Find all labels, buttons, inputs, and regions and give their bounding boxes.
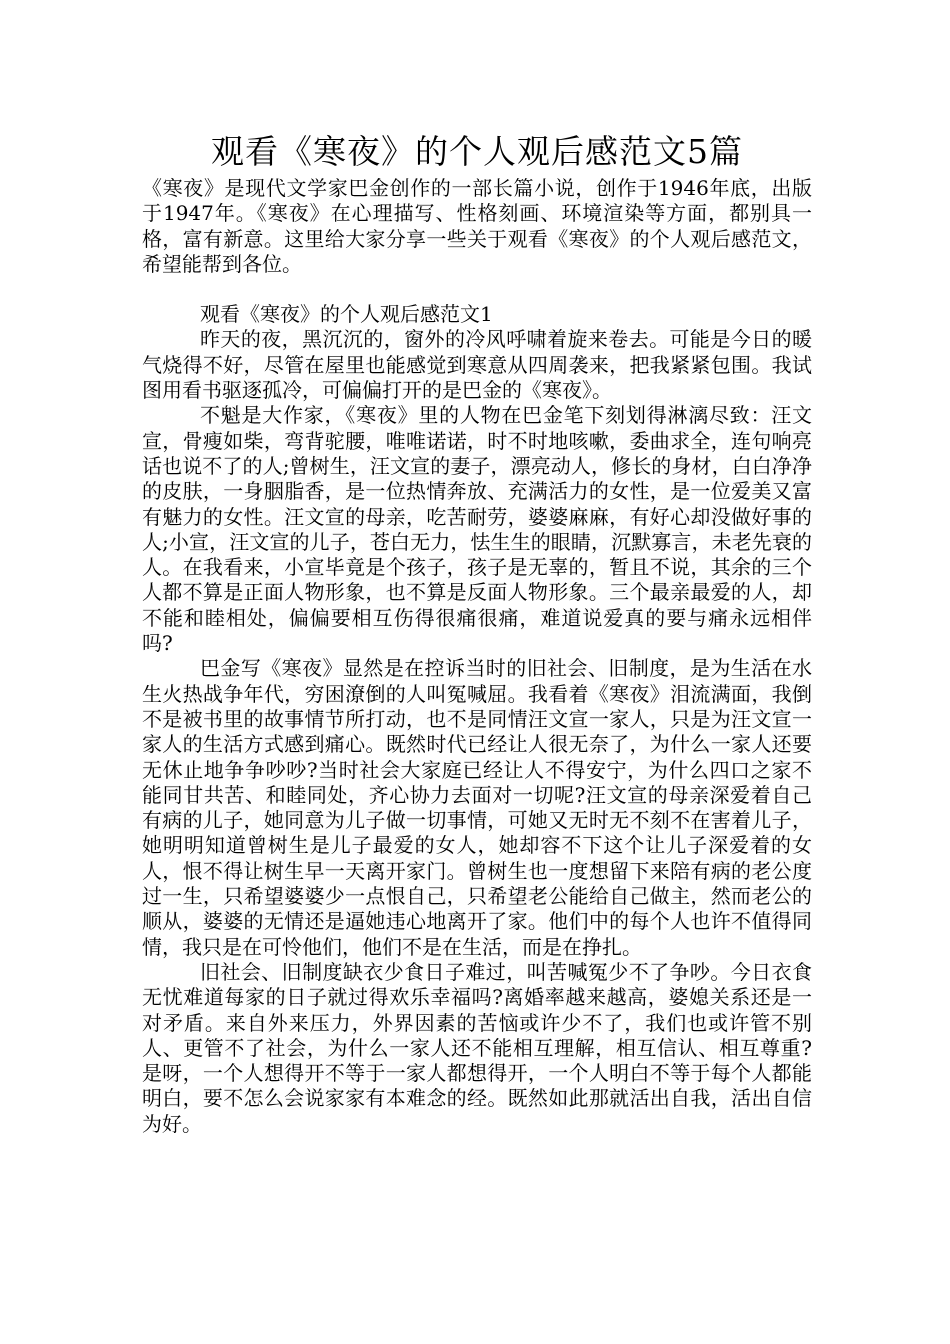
section-heading: 观看《寒夜》的个人观后感范文1 <box>200 302 493 327</box>
intro-paragraph: 《寒夜》是现代文学家巴金创作的一部长篇小说，创作于1946年底，出版于1947年。《寒夜》在心理描写、性格刻画、环境渲染等方面，都别具一格，富有新意。这里给大家分享一些关于观看《寒夜》的个人观后感范文，希望能帮到各位。 <box>142 176 812 276</box>
body-paragraph: 巴金写《寒夜》显然是在控诉当时的旧社会、旧制度，是为生活在水生火热战争年代，穷困潦倒的人叫冤喊屈。我看着《寒夜》泪流满面，我倒不是被书里的故事情节所打动，也不是同情汪文宣一家人，只是为汪文宣一家人的生活方式感到痛心。既然时代已经让人很无奈了，为什么一家人还要无休止地争争吵吵?当时社会大家庭已经让人不得安宁，为什么四口之家不能同甘共苦、和睦同处，齐心协力去面对一切呢?汪文宣的母亲深爱着自己有病的儿子，她同意为儿子做一切事情，可她又无时无不刻不在害着儿子，她明明知道曾树生是儿子最爱的女人，她却容不下这个让儿子深爱着的女人，恨不得让树生早一天离开家门。曾树生也一度想留下来陪有病的老公度过一生，只希望婆婆少一点恨自己，只希望老公能给自己做主，然而老公的顺从，婆婆的无情还是逼她违心地离开了家。他们中的每个人也许不值得同情，我只是在可怜他们，他们不是在生活，而是在挣扎。 <box>142 656 812 959</box>
document-title: 观看《寒夜》的个人观后感范文5篇 <box>211 132 743 171</box>
body-paragraph: 昨天的夜，黑沉沉的，窗外的冷风呼啸着旋来卷去。可能是今日的暖气烧得不好，尽管在屋里也能感觉到寒意从四周袭来，把我紧紧包围。我试图用看书驱逐孤冷，可偏偏打开的是巴金的《寒夜》。 <box>142 327 812 403</box>
document-page <box>142 128 812 1137</box>
body-paragraph: 不魁是大作家，《寒夜》里的人物在巴金笔下刻划得淋漓尽致：汪文宣，骨瘦如柴，弯背驼腰，唯唯诺诺，时不时地咳嗽，委曲求全，连句响亮话也说不了的人;曾树生，汪文宣的妻子，漂亮动人，修长的身材，白白净净的皮肤，一身胭脂香，是一位热情奔放、充满活力的女性，是一位爱美又富有魅力的女性。汪文宣的母亲，吃苦耐劳，婆婆麻麻，有好心却没做好事的人;小宣，汪文宣的儿子，苍白无力，怯生生的眼睛，沉默寡言，未老先衰的人。在我看来，小宣毕竟是个孩子，孩子是无辜的，暂且不说，其余的三个人都不算是正面人物形象，也不算是反面人物形象。三个最亲最爱的人，却不能和睦相处，偏偏要相互伤得很痛很痛，难道说爱真的要与痛永远相伴吗? <box>142 403 812 656</box>
blank-line <box>142 277 812 302</box>
body-paragraph: 旧社会、旧制度缺衣少食日子难过，叫苦喊冤少不了争吵。今日衣食无忧难道每家的日子就过得欢乐幸福吗?离婚率越来越高，婆媳关系还是一对矛盾。来自外来压力，外界因素的苦恼或许少不了，我们也或许管不别人、更管不了社会，为什么一家人还不能相互理解，相互信认、相互尊重?是呀，一个人想得开不等于一家人都想得开，一个人明白不等于每个人都能明白，要不怎么会说家家有本难念的经。既然如此那就活出自我，活出自信为好。 <box>142 959 812 1136</box>
